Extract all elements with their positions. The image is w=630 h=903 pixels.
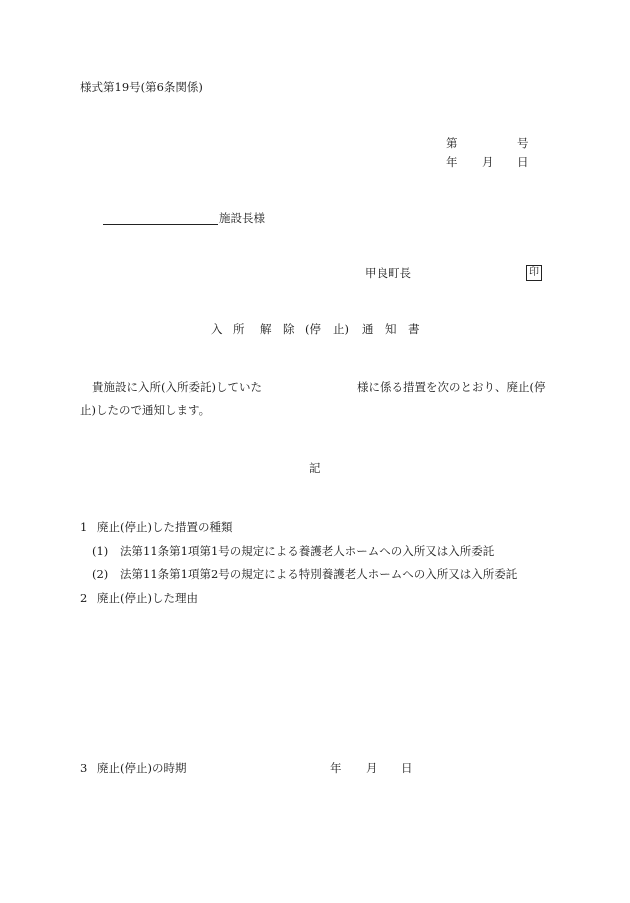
sub1-number: (1) bbox=[92, 544, 109, 558]
addressee-blank bbox=[103, 224, 218, 225]
title-char: 所 bbox=[233, 322, 245, 336]
issuer-name: 甲良町長 bbox=[365, 266, 411, 280]
item3-month: 月 bbox=[366, 761, 378, 775]
sub2-number: (2) bbox=[92, 567, 109, 581]
title-char: 通 bbox=[362, 322, 374, 336]
date-day: 日 bbox=[517, 155, 529, 169]
item2-label: 廃止(停止)した理由 bbox=[97, 591, 198, 605]
sub2-text: 法第11条第1項第2号の規定による特別養護老人ホームへの入所又は入所委託 bbox=[120, 567, 518, 581]
item2-number: 2 bbox=[80, 591, 88, 605]
title-char: (停 bbox=[305, 322, 321, 336]
sub1-text: 法第11条第1項第1号の規定による養護老人ホームへの入所又は入所委託 bbox=[120, 544, 495, 558]
title-char: 解 bbox=[260, 322, 272, 336]
item3-label: 廃止(停止)の時期 bbox=[97, 761, 187, 775]
form-label: 様式第19号(第6条関係) bbox=[80, 80, 203, 94]
body-line2: 止)したので通知します。 bbox=[80, 403, 211, 417]
seal-mark: 印 bbox=[526, 265, 542, 281]
title-char: 入 bbox=[211, 322, 223, 336]
item3-year: 年 bbox=[330, 761, 342, 775]
title-char: 止) bbox=[333, 322, 349, 336]
addressee-suffix: 施設長様 bbox=[219, 211, 265, 225]
item1-number: 1 bbox=[80, 520, 88, 534]
body-line1-part1: 貴施設に入所(入所委託)していた bbox=[92, 380, 262, 394]
number-dai: 第 bbox=[446, 136, 458, 150]
title-char: 除 bbox=[283, 322, 295, 336]
date-month: 月 bbox=[482, 155, 494, 169]
item3-number: 3 bbox=[80, 761, 88, 775]
ki-heading: 記 bbox=[309, 461, 321, 475]
title-char: 書 bbox=[408, 322, 420, 336]
title-char: 知 bbox=[385, 322, 397, 336]
item3-day: 日 bbox=[401, 761, 413, 775]
item1-label: 廃止(停止)した措置の種類 bbox=[97, 520, 233, 534]
number-go: 号 bbox=[517, 136, 529, 150]
body-line1-part2: 様に係る措置を次のとおり、廃止(停 bbox=[357, 380, 546, 394]
date-year: 年 bbox=[446, 155, 458, 169]
